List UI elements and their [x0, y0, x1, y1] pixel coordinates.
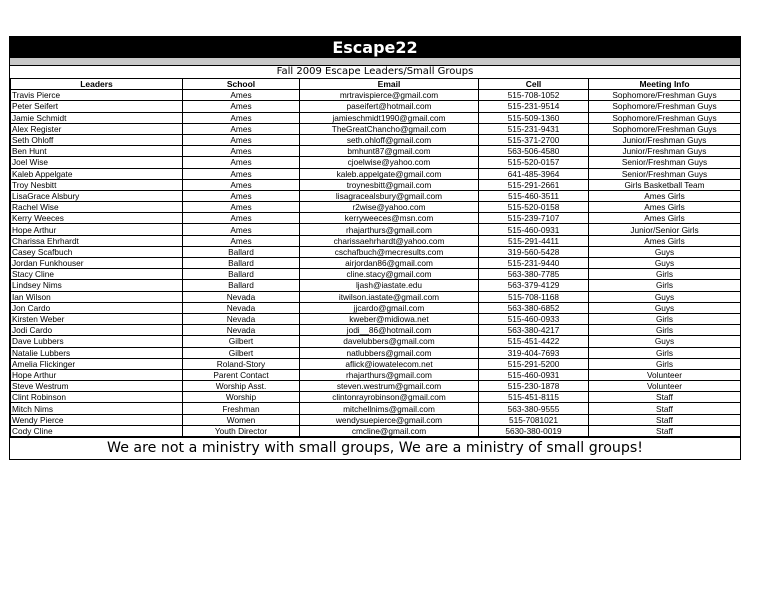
cell-email: natlubbers@gmail.com: [300, 347, 479, 358]
cell-email: jodi__86@hotmail.com: [300, 325, 479, 336]
cell-school: Ames: [183, 134, 300, 145]
cell-meeting-info: Ames Girls: [589, 213, 741, 224]
table-row: [11, 291, 741, 302]
cell-cell: 515-509-1360: [479, 112, 589, 123]
cell-leader-name: Hope Arthur: [11, 224, 183, 235]
cell-email: davelubbers@gmail.com: [300, 336, 479, 347]
sheet-subtitle: Fall 2009 Escape Leaders/Small Groups: [10, 65, 740, 78]
cell-leader-name: Joel Wise: [11, 157, 183, 168]
cell-email: lisagracealsbury@gmail.com: [300, 190, 479, 201]
cell-cell: 563-380-7785: [479, 269, 589, 280]
cell-email: cline.stacy@gmail.com: [300, 269, 479, 280]
cell-cell: 515-231-9431: [479, 123, 589, 134]
cell-cell: 515-520-0158: [479, 202, 589, 213]
cell-meeting-info: Girls: [589, 347, 741, 358]
cell-meeting-info: Junior/Freshman Guys: [589, 146, 741, 157]
cell-school: Nevada: [183, 302, 300, 313]
table-row: [11, 168, 741, 179]
table-row: [11, 347, 741, 358]
cell-meeting-info: Staff: [589, 414, 741, 425]
cell-leader-name: Lindsey Nims: [11, 280, 183, 291]
table-row: [11, 179, 741, 190]
cell-school: Nevada: [183, 313, 300, 324]
cell-email: steven.westrum@gmail.com: [300, 381, 479, 392]
cell-school: Ballard: [183, 280, 300, 291]
sheet-title: Escape22: [10, 37, 740, 58]
cell-school: Ames: [183, 224, 300, 235]
cell-leader-name: Kirsten Weber: [11, 313, 183, 324]
cell-leader-name: Stacy Cline: [11, 269, 183, 280]
roster-sheet: [9, 36, 741, 460]
cell-leader-name: Wendy Pierce: [11, 414, 183, 425]
cell-email: clintonrayrobinson@gmail.com: [300, 392, 479, 403]
cell-school: Ames: [183, 146, 300, 157]
cell-leader-name: Jodi Cardo: [11, 325, 183, 336]
cell-email: aflick@iowatelecom.net: [300, 358, 479, 369]
cell-email: paseifert@hotmail.com: [300, 101, 479, 112]
cell-cell: 515-460-3511: [479, 190, 589, 201]
cell-email: TheGreatChancho@gmail.com: [300, 123, 479, 134]
cell-school: Ames: [183, 179, 300, 190]
cell-leader-name: Clint Robinson: [11, 392, 183, 403]
cell-meeting-info: Guys: [589, 291, 741, 302]
cell-cell: 515-460-0931: [479, 369, 589, 380]
cell-cell: 563-379-4129: [479, 280, 589, 291]
cell-email: seth.ohloff@gmail.com: [300, 134, 479, 145]
cell-email: rhajarthurs@gmail.com: [300, 224, 479, 235]
cell-cell: 515-291-2661: [479, 179, 589, 190]
cell-meeting-info: Junior/Freshman Guys: [589, 134, 741, 145]
table-row: [11, 235, 741, 246]
cell-cell: 515-371-2700: [479, 134, 589, 145]
cell-leader-name: Amelia Flickinger: [11, 358, 183, 369]
cell-school: Gilbert: [183, 347, 300, 358]
cell-school: Gilbert: [183, 336, 300, 347]
table-row: [11, 157, 741, 168]
cell-email: cmcline@gmail.com: [300, 425, 479, 436]
cell-meeting-info: Junior/Senior Girls: [589, 224, 741, 235]
cell-leader-name: Peter Seifert: [11, 101, 183, 112]
cell-cell: 515-451-4422: [479, 336, 589, 347]
table-row: [11, 313, 741, 324]
cell-school: Worship: [183, 392, 300, 403]
cell-school: Youth Director: [183, 425, 300, 436]
cell-cell: 563-380-6852: [479, 302, 589, 313]
cell-school: Ames: [183, 101, 300, 112]
cell-meeting-info: Staff: [589, 403, 741, 414]
table-row: [11, 246, 741, 257]
cell-email: mrtravispierce@gmail.com: [300, 90, 479, 101]
table-row: [11, 369, 741, 380]
cell-leader-name: Alex Register: [11, 123, 183, 134]
cell-leader-name: Cody Cline: [11, 425, 183, 436]
table-row: [11, 146, 741, 157]
cell-meeting-info: Girls: [589, 313, 741, 324]
cell-leader-name: Travis Pierce: [11, 90, 183, 101]
table-row: [11, 269, 741, 280]
cell-school: Ames: [183, 90, 300, 101]
leaders-table: [10, 78, 741, 437]
table-row: [11, 202, 741, 213]
cell-leader-name: Natalie Lubbers: [11, 347, 183, 358]
cell-cell: 515-520-0157: [479, 157, 589, 168]
table-body: [11, 90, 741, 437]
cell-meeting-info: Guys: [589, 246, 741, 257]
cell-school: Freshman: [183, 403, 300, 414]
cell-cell: 515-460-0933: [479, 313, 589, 324]
cell-email: troynesbitt@gmail.com: [300, 179, 479, 190]
cell-email: itwilson.iastate@gmail.com: [300, 291, 479, 302]
cell-cell: 515-451-8115: [479, 392, 589, 403]
cell-meeting-info: Senior/Freshman Guys: [589, 157, 741, 168]
table-row: [11, 112, 741, 123]
cell-email: bmhunt87@gmail.com: [300, 146, 479, 157]
table-row: [11, 190, 741, 201]
cell-meeting-info: Staff: [589, 392, 741, 403]
cell-school: Ballard: [183, 269, 300, 280]
cell-email: cschafbuch@mecresults.com: [300, 246, 479, 257]
sheet-footer-motto: We are not a ministry with small groups, We are a ministry of small groups!: [10, 437, 740, 459]
table-row: [11, 123, 741, 134]
cell-meeting-info: Senior/Freshman Guys: [589, 168, 741, 179]
cell-cell: 515-231-9514: [479, 101, 589, 112]
table-row: [11, 90, 741, 101]
cell-school: Women: [183, 414, 300, 425]
cell-meeting-info: Sophomore/Freshman Guys: [589, 123, 741, 134]
cell-leader-name: Mitch Nims: [11, 403, 183, 414]
cell-meeting-info: Sophomore/Freshman Guys: [589, 112, 741, 123]
cell-email: ljash@iastate.edu: [300, 280, 479, 291]
table-row: [11, 213, 741, 224]
cell-leader-name: Steve Westrum: [11, 381, 183, 392]
cell-school: Roland-Story: [183, 358, 300, 369]
table-row: [11, 101, 741, 112]
cell-cell: 515-291-4411: [479, 235, 589, 246]
table-row: [11, 258, 741, 269]
column-header-meeting-info: Meeting Info: [589, 79, 741, 90]
cell-meeting-info: Ames Girls: [589, 202, 741, 213]
cell-email: jamieschmidt1990@gmail.com: [300, 112, 479, 123]
cell-cell: 563-506-4580: [479, 146, 589, 157]
cell-meeting-info: Ames Girls: [589, 235, 741, 246]
cell-email: kerryweeces@msn.com: [300, 213, 479, 224]
cell-cell: 563-380-9555: [479, 403, 589, 414]
cell-leader-name: Kaleb Appelgate: [11, 168, 183, 179]
column-header-leaders: Leaders: [11, 79, 183, 90]
cell-school: Ames: [183, 112, 300, 123]
cell-meeting-info: Sophomore/Freshman Guys: [589, 90, 741, 101]
title-divider-band: [10, 58, 740, 65]
cell-cell: 319-560-5428: [479, 246, 589, 257]
cell-leader-name: LisaGrace Alsbury: [11, 190, 183, 201]
cell-cell: 563-380-4217: [479, 325, 589, 336]
cell-school: Ballard: [183, 258, 300, 269]
cell-cell: 515-708-1168: [479, 291, 589, 302]
cell-leader-name: Charissa Ehrhardt: [11, 235, 183, 246]
cell-meeting-info: Girls: [589, 269, 741, 280]
cell-leader-name: Jon Cardo: [11, 302, 183, 313]
cell-email: jjcardo@gmail.com: [300, 302, 479, 313]
cell-meeting-info: Volunteer: [589, 369, 741, 380]
cell-cell: 641-485-3964: [479, 168, 589, 179]
cell-school: Nevada: [183, 291, 300, 302]
cell-school: Ames: [183, 235, 300, 246]
table-row: [11, 325, 741, 336]
table-row: [11, 414, 741, 425]
cell-leader-name: Ben Hunt: [11, 146, 183, 157]
cell-meeting-info: Sophomore/Freshman Guys: [589, 101, 741, 112]
cell-meeting-info: Staff: [589, 425, 741, 436]
cell-email: mitchellnims@gmail.com: [300, 403, 479, 414]
cell-leader-name: Troy Nesbitt: [11, 179, 183, 190]
cell-school: Ames: [183, 213, 300, 224]
cell-email: rhajarthurs@gmail.com: [300, 369, 479, 380]
table-row: [11, 280, 741, 291]
cell-school: Ames: [183, 168, 300, 179]
table-row: [11, 302, 741, 313]
cell-cell: 515-231-9440: [479, 258, 589, 269]
table-header-row: [11, 79, 741, 90]
cell-leader-name: Jamie Schmidt: [11, 112, 183, 123]
cell-meeting-info: Girls: [589, 358, 741, 369]
cell-school: Worship Asst.: [183, 381, 300, 392]
cell-leader-name: Jordan Funkhouser: [11, 258, 183, 269]
cell-meeting-info: Girls Basketball Team: [589, 179, 741, 190]
cell-cell: 319-404-7693: [479, 347, 589, 358]
cell-meeting-info: Girls: [589, 280, 741, 291]
cell-school: Ballard: [183, 246, 300, 257]
cell-email: charissaehrhardt@yahoo.com: [300, 235, 479, 246]
cell-school: Nevada: [183, 325, 300, 336]
cell-email: kweber@midiowa.net: [300, 313, 479, 324]
cell-leader-name: Casey Scafbuch: [11, 246, 183, 257]
table-row: [11, 381, 741, 392]
cell-leader-name: Seth Ohloff: [11, 134, 183, 145]
cell-leader-name: Kerry Weeces: [11, 213, 183, 224]
cell-cell: 515-291-5200: [479, 358, 589, 369]
cell-cell: 515-7081021: [479, 414, 589, 425]
column-header-email: Email: [300, 79, 479, 90]
cell-school: Parent Contact: [183, 369, 300, 380]
cell-cell: 515-460-0931: [479, 224, 589, 235]
table-row: [11, 358, 741, 369]
table-row: [11, 134, 741, 145]
table-row: [11, 224, 741, 235]
cell-email: airjordan86@gmail.com: [300, 258, 479, 269]
cell-meeting-info: Guys: [589, 302, 741, 313]
cell-email: kaleb.appelgate@gmail.com: [300, 168, 479, 179]
cell-meeting-info: Ames Girls: [589, 190, 741, 201]
cell-cell: 515-708-1052: [479, 90, 589, 101]
column-header-cell: Cell: [479, 79, 589, 90]
cell-school: Ames: [183, 157, 300, 168]
cell-email: r2wise@yahoo.com: [300, 202, 479, 213]
cell-meeting-info: Girls: [589, 325, 741, 336]
cell-cell: 515-230-1878: [479, 381, 589, 392]
cell-leader-name: Rachel Wise: [11, 202, 183, 213]
table-row: [11, 392, 741, 403]
cell-leader-name: Ian Wilson: [11, 291, 183, 302]
cell-school: Ames: [183, 202, 300, 213]
cell-cell: 515-239-7107: [479, 213, 589, 224]
cell-meeting-info: Volunteer: [589, 381, 741, 392]
table-row: [11, 336, 741, 347]
cell-leader-name: Dave Lubbers: [11, 336, 183, 347]
cell-leader-name: Hope Arthur: [11, 369, 183, 380]
cell-email: wendysuepierce@gmail.com: [300, 414, 479, 425]
cell-meeting-info: Guys: [589, 258, 741, 269]
cell-school: Ames: [183, 190, 300, 201]
column-header-school: School: [183, 79, 300, 90]
cell-cell: 5630-380-0019: [479, 425, 589, 436]
table-row: [11, 403, 741, 414]
cell-email: cjoelwise@yahoo.com: [300, 157, 479, 168]
cell-school: Ames: [183, 123, 300, 134]
cell-meeting-info: Guys: [589, 336, 741, 347]
table-row: [11, 425, 741, 436]
